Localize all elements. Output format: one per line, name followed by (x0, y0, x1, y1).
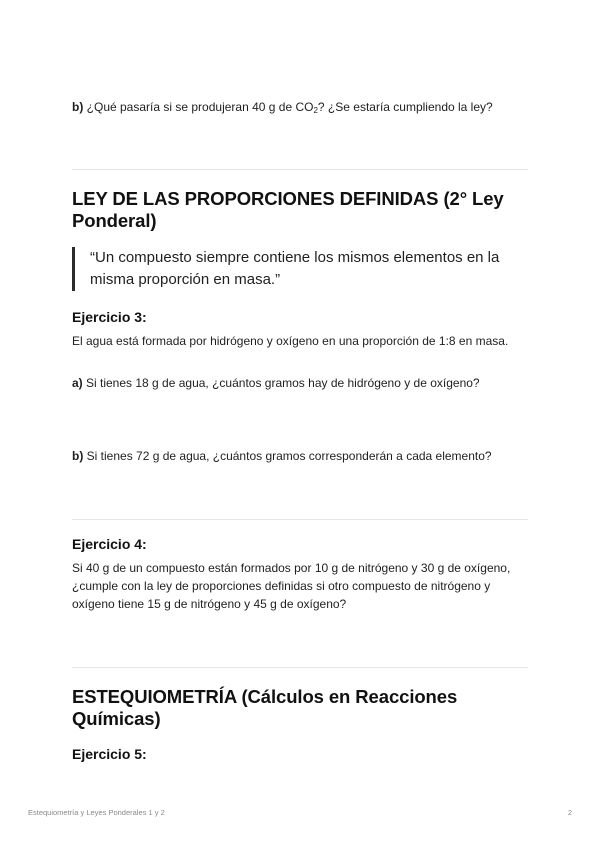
part-b-label: b) (72, 449, 84, 463)
footer-page-number: 2 (567, 808, 572, 817)
exercise-3-heading: Ejercicio 3: (72, 309, 147, 325)
section-title-stoichiometry: ESTEQUIOMETRÍA (Cálculos en Reacciones Químicas) (72, 686, 458, 729)
exercise-3-part-b (72, 447, 528, 465)
divider (72, 519, 528, 520)
subscript-2: 2 (313, 106, 318, 115)
question-text-end: ? ¿Se estaría cumpliendo la ley? (317, 100, 493, 114)
divider (72, 667, 528, 668)
exercise-4-statement: Si 40 g de un compuesto están formados por 10 g de nitrógeno y 30 g de oxígeno, ¿cumple con la ley de proporciones definidas si otro compuesto de nitrógeno y oxígeno tiene 15 g de nitrógeno y 45 g de oxígeno? (72, 561, 511, 611)
divider (72, 169, 528, 170)
exercise-4-heading: Ejercicio 4: (72, 536, 147, 552)
exercise-5-heading: Ejercicio 5: (72, 746, 147, 762)
part-b-text: Si tienes 72 g de agua, ¿cuántos gramos corresponderán a cada elemento? (83, 449, 492, 463)
exercise-3-statement: El agua está formada por hidrógeno y oxígeno en una proporción de 1:8 en masa. (72, 334, 509, 348)
question-text-start: ¿Qué pasaría si se produjeran 40 g de CO (83, 100, 314, 114)
law-quote: “Un compuesto siempre contiene los mismos elementos en la misma proporción en masa.” (72, 247, 528, 291)
part-a-text: Si tienes 18 g de agua, ¿cuántos gramos hay de hidrógeno y de oxígeno? (82, 376, 480, 390)
exercise-3-part-a (72, 374, 528, 392)
question-label: b) (72, 100, 84, 114)
footer-doc-title: Estequiometría y Leyes Ponderales 1 y 2 (28, 808, 165, 817)
part-a-label: a) (72, 376, 83, 390)
question-b-co2 (72, 98, 528, 116)
section-title-proportions: LEY DE LAS PROPORCIONES DEFINIDAS (2° Ley Ponderal) (72, 188, 504, 231)
